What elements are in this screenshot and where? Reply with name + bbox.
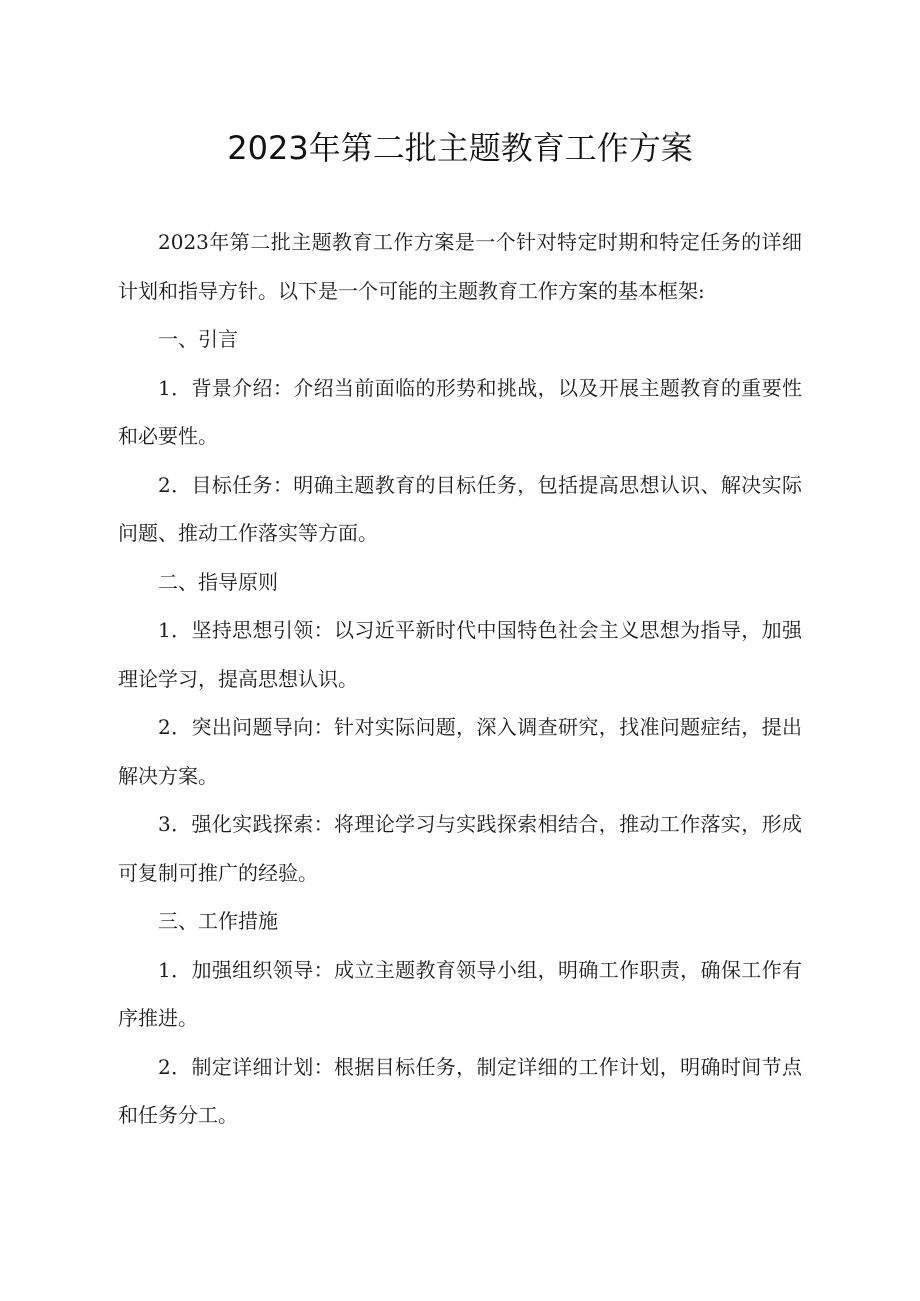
intro-paragraph: 2023年第二批主题教育工作方案是一个针对特定时期和特定任务的详细计划和指导方针。以下是一个可能的主题教育工作方案的基本框架: xyxy=(118,230,802,303)
section-heading-introduction: 一、引言 xyxy=(158,327,238,351)
list-item-thought-guidance: 1．坚持思想引领：以习近平新时代中国特色社会主义思想为指导，加强理论学习，提高思想认识。 xyxy=(118,618,802,691)
document-body xyxy=(118,218,802,1140)
list-item-leadership: 1．加强组织领导：成立主题教育领导小组，明确工作职责，确保工作有序推进。 xyxy=(118,957,802,1030)
list-item-goals: 2．目标任务：明确主题教育的目标任务，包括提高思想认识、解决实际问题、推动工作落实等方面。 xyxy=(118,472,802,545)
section-heading-measures: 三、工作措施 xyxy=(158,909,278,933)
section-heading-principles: 二、指导原则 xyxy=(158,569,278,594)
list-item-problem-oriented: 2．突出问题导向：针对实际问题，深入调查研究，找准问题症结，提出解决方案。 xyxy=(118,715,802,788)
list-item-practice: 3．强化实践探索：将理论学习与实践探索相结合，推动工作落实，形成可复制可推广的经验。 xyxy=(118,812,802,885)
document-title: 2023年第二批主题教育工作方案 xyxy=(227,129,693,167)
list-item-background: 1．背景介绍：介绍当前面临的形势和挑战，以及开展主题教育的重要性和必要性。 xyxy=(118,375,802,448)
list-item-plan: 2．制定详细计划：根据目标任务，制定详细的工作计划，明确时间节点和任务分工。 xyxy=(118,1054,802,1127)
